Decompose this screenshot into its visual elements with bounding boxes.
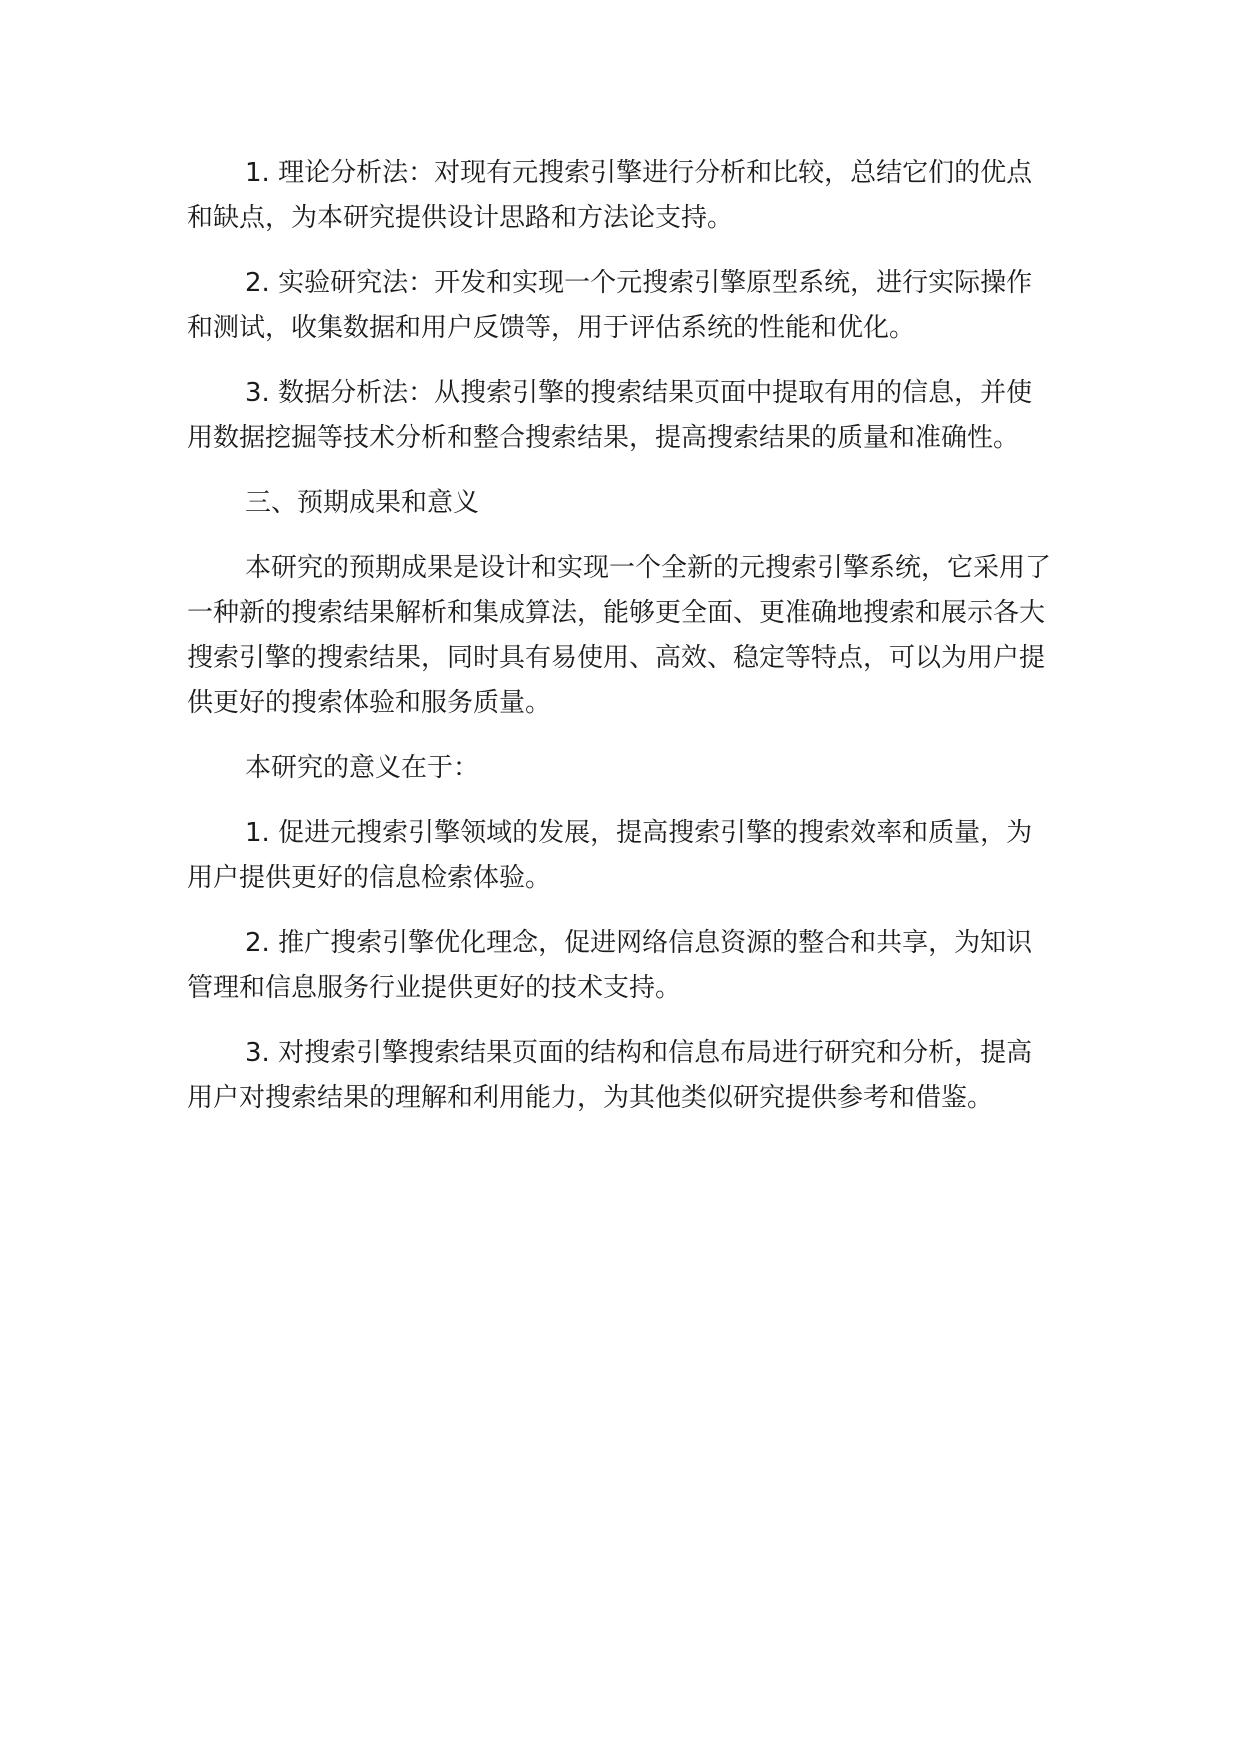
significance-item-1: 1. 促进元搜索引擎领域的发展，提高搜索引擎的搜索效率和质量，为用户提供更好的信息检索体验。 bbox=[187, 818, 1033, 893]
significance-item-3: 3. 对搜索引擎搜索结果页面的结构和信息布局进行研究和分析，提高用户对搜索结果的理解和利用能力，为其他类似研究提供参考和借鉴。 bbox=[187, 1038, 1033, 1113]
section-heading: 三、预期成果和意义 bbox=[245, 488, 480, 518]
expected-results-paragraph: 本研究的预期成果是设计和实现一个全新的元搜索引擎系统，它采用了一种新的搜索结果解析和集成算法，能够更全面、更准确地搜索和展示各大搜索引擎的搜索结果，同时具有易使用、高效、稳定等特点，可以为用户提供更好的搜索体验和服务质量。 bbox=[187, 553, 1052, 718]
document-body bbox=[187, 151, 1057, 1141]
method-data-analysis-paragraph: 3. 数据分析法：从搜索引擎的搜索结果页面中提取有用的信息，并使用数据挖掘等技术分析和整合搜索结果，提高搜索结果的质量和准确性。 bbox=[187, 378, 1033, 453]
significance-item-2: 2. 推广搜索引擎优化理念，促进网络信息资源的整合和共享，为知识管理和信息服务行业提供更好的技术支持。 bbox=[187, 928, 1033, 1003]
method-theory-paragraph: 1. 理论分析法：对现有元搜索引擎进行分析和比较，总结它们的优点和缺点，为本研究提供设计思路和方法论支持。 bbox=[187, 158, 1033, 233]
method-experiment-paragraph: 2. 实验研究法：开发和实现一个元搜索引擎原型系统，进行实际操作和测试，收集数据和用户反馈等，用于评估系统的性能和优化。 bbox=[187, 268, 1033, 343]
significance-intro-paragraph: 本研究的意义在于： bbox=[245, 753, 480, 783]
